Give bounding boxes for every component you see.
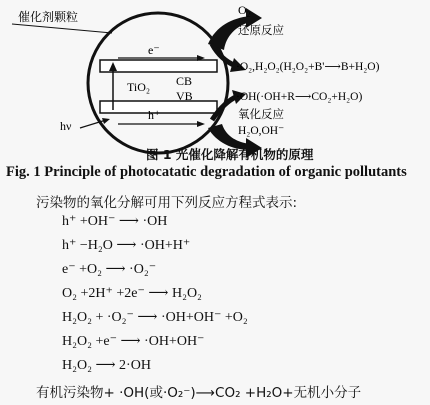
figure-caption-cn: 图 1 光催化降解有机物的原理 bbox=[146, 147, 314, 162]
hole-label: h⁺ bbox=[148, 108, 161, 122]
equation-4: O₂ +2H⁺ +2e⁻ ⟶ H₂O₂ bbox=[62, 286, 202, 301]
equation-2: h⁺ −H₂O ⟶ ·OH+H⁺ bbox=[62, 238, 191, 253]
water-label: H₂O,OH⁻ bbox=[238, 125, 285, 137]
vb-label: VB bbox=[176, 89, 193, 103]
conduction-band bbox=[100, 60, 217, 72]
electron-label: e⁻ bbox=[148, 43, 160, 57]
equation-6: H₂O₂ +e⁻ ⟶ ·OH+OH⁻ bbox=[62, 334, 205, 349]
hole-arrow-head bbox=[197, 121, 205, 127]
tio2-label: TiO₂ bbox=[127, 80, 151, 94]
equation-5: H₂O₂ + ·O₂⁻ ⟶ ·OH+OH⁻ +O₂ bbox=[62, 310, 248, 325]
equation-3: e⁻ +O₂ ⟶ ·O₂⁻ bbox=[62, 262, 157, 277]
final-equation: 有机污染物+ ·OH(或·O₂⁻)⟶CO₂ +H₂O+无机小分子 bbox=[36, 385, 362, 401]
oxidation-label: 氧化反应 bbox=[238, 107, 284, 121]
equation-7: H₂O₂ ⟶ 2·OH bbox=[62, 358, 151, 373]
light-label: hν bbox=[60, 119, 72, 133]
intro-text: 污染物的氧化分解可用下列反应方程式表示: bbox=[36, 195, 298, 211]
equation-1: h⁺ +OH⁻ ⟶ ·OH bbox=[62, 214, 168, 229]
photocatalysis-diagram bbox=[0, 0, 430, 160]
figure-caption-en: Fig. 1 Principle of photocatatic degradation of organic pollutants bbox=[6, 164, 407, 180]
catalyst-particle bbox=[88, 13, 228, 153]
oxygen-label: $O_2$ bbox=[238, 3, 251, 19]
reduction-label: 还原反应 bbox=[238, 23, 284, 37]
particle-label: 催化剂颗粒 bbox=[18, 10, 79, 24]
particle-pointer-line bbox=[12, 24, 112, 33]
reduction-products: ·O₂,H₂O₂(H₂O₂+B'⟶B+H₂O) bbox=[236, 61, 380, 73]
oxidation-products: ·OH(·OH+R⟶CO₂+H₂O) bbox=[236, 91, 363, 103]
light-arrow-head bbox=[102, 118, 110, 124]
cb-label: CB bbox=[176, 74, 193, 88]
